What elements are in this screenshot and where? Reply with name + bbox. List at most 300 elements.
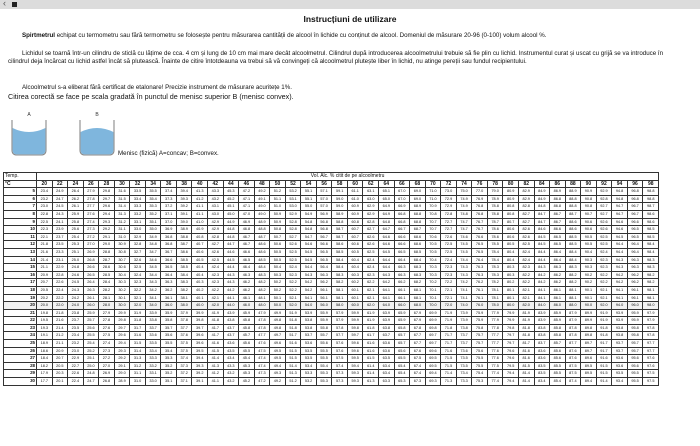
table-cell: 25.7 <box>83 317 99 325</box>
column-header: 36 <box>161 180 177 188</box>
table-cell: 34.9 <box>145 233 161 241</box>
table-cell: 84.7 <box>534 218 550 226</box>
table-cell: 80.1 <box>503 286 519 294</box>
table-cell: 36.8 <box>161 233 177 241</box>
table-cell: 85.5 <box>550 370 566 378</box>
table-cell: 27.0 <box>83 241 99 249</box>
table-cell: 70.9 <box>425 203 441 211</box>
table-cell: 76.5 <box>472 241 488 249</box>
table-cell: 79.0 <box>487 188 503 196</box>
table-cell: 92.1 <box>596 294 612 302</box>
table-cell: 48.7 <box>254 233 270 241</box>
table-cell: 44.3 <box>223 271 239 279</box>
table-cell: 84.8 <box>534 203 550 211</box>
table-cell: 53.8 <box>301 317 317 325</box>
row-temp: 8 <box>4 210 37 218</box>
table-cell: 59.0 <box>332 203 348 211</box>
table-cell: 76.4 <box>472 256 488 264</box>
table-cell: 40.3 <box>192 279 208 287</box>
table-cell: 41.9 <box>208 309 224 317</box>
table-cell: 91.8 <box>596 332 612 340</box>
table-cell: 56.6 <box>316 241 332 249</box>
table-cell: 21.8 <box>52 309 68 317</box>
table-cell: 57.3 <box>332 370 348 378</box>
table-row <box>4 324 659 332</box>
table-cell: 88.3 <box>565 264 581 272</box>
table-cell: 88.8 <box>565 195 581 203</box>
table-cell: 89.9 <box>581 317 597 325</box>
table-cell: 60.5 <box>347 248 363 256</box>
table-cell: 82.2 <box>518 271 534 279</box>
table-cell: 61.4 <box>363 362 379 370</box>
table-cell: 25.8 <box>68 218 84 226</box>
table-cell: 91.7 <box>596 340 612 348</box>
table-cell: 31.2 <box>130 362 146 370</box>
table-cell: 83.4 <box>534 378 550 386</box>
table-cell: 94.8 <box>612 195 628 203</box>
table-cell: 29.7 <box>99 195 115 203</box>
table-cell: 81.9 <box>518 317 534 325</box>
table-cell: 35.9 <box>161 309 177 317</box>
table-cell: 65.4 <box>394 362 410 370</box>
table-cell: 25.4 <box>83 340 99 348</box>
table-cell: 18.6 <box>37 347 53 355</box>
table-cell: 84.7 <box>534 210 550 218</box>
table-cell: 86.5 <box>550 233 566 241</box>
table-cell: 53.5 <box>301 355 317 363</box>
column-header: 70 <box>425 180 441 188</box>
table-cell: 47.8 <box>254 317 270 325</box>
table-cell: 45.7 <box>239 332 255 340</box>
table-cell: 67.7 <box>410 340 426 348</box>
table-header-row <box>4 173 659 181</box>
table-cell: 50.4 <box>270 264 286 272</box>
column-header: 40 <box>192 180 208 188</box>
table-cell: 96.0 <box>627 302 643 310</box>
table-cell: 41.8 <box>208 317 224 325</box>
table-cell: 80.8 <box>503 210 519 218</box>
table-cell: 36.7 <box>161 248 177 256</box>
table-cell: 43.2 <box>223 370 239 378</box>
table-cell: 37.5 <box>176 340 192 348</box>
column-header: 52 <box>285 180 301 188</box>
table-cell: 26.8 <box>99 378 115 386</box>
table-cell: 91.8 <box>596 324 612 332</box>
table-cell: 98.6 <box>643 210 659 218</box>
table-cell: 86.8 <box>550 195 566 203</box>
table-cell: 60.9 <box>347 203 363 211</box>
table-cell: 76.1 <box>472 286 488 294</box>
table-cell: 87.5 <box>565 370 581 378</box>
table-cell: 39.1 <box>176 210 192 218</box>
table-cell: 86.2 <box>550 271 566 279</box>
table-cell: 63.4 <box>379 362 395 370</box>
table-cell: 95.9 <box>627 309 643 317</box>
table-row <box>4 218 659 226</box>
table-cell: 69.9 <box>425 309 441 317</box>
table-cell: 42.1 <box>208 294 224 302</box>
table-cell: 79.4 <box>503 370 519 378</box>
table-cell: 44.6 <box>223 248 239 256</box>
table-cell: 66.2 <box>394 279 410 287</box>
table-cell: 94.8 <box>612 188 628 196</box>
table-cell: 76.5 <box>472 248 488 256</box>
table-cell: 49.4 <box>270 362 286 370</box>
product-name: Spirtmetrul <box>22 32 56 39</box>
table-cell: 70.8 <box>425 210 441 218</box>
chevron-left-icon[interactable]: ‹ <box>3 0 6 8</box>
table-cell: 45.3 <box>223 188 239 196</box>
table-cell: 62.2 <box>363 279 379 287</box>
table-cell: 74.5 <box>456 248 472 256</box>
window-top-bar <box>0 0 700 9</box>
table-cell: 78.5 <box>487 241 503 249</box>
column-header: 56 <box>316 180 332 188</box>
table-cell: 28.9 <box>114 378 130 386</box>
table-cell: 43.4 <box>223 355 239 363</box>
table-row <box>4 233 659 241</box>
table-cell: 58.4 <box>332 256 348 264</box>
table-cell: 76.8 <box>472 210 488 218</box>
table-cell: 90.3 <box>581 256 597 264</box>
table-cell: 88.1 <box>565 286 581 294</box>
table-cell: 96.2 <box>627 279 643 287</box>
table-cell: 59.7 <box>347 332 363 340</box>
table-cell: 43.9 <box>223 309 239 317</box>
table-cell: 58.3 <box>332 271 348 279</box>
row-temp: 5 <box>4 188 37 196</box>
vol-header: Vol. Alc. % citit de pe alcoolmetru <box>37 173 659 181</box>
table-cell: 29.3 <box>114 347 130 355</box>
table-cell: 73.7 <box>456 332 472 340</box>
table-cell: 60.1 <box>347 294 363 302</box>
table-cell: 53.2 <box>285 188 301 196</box>
table-cell: 70.1 <box>425 294 441 302</box>
table-cell: 43.7 <box>223 332 239 340</box>
table-cell: 39.2 <box>176 203 192 211</box>
table-cell: 97.7 <box>643 347 659 355</box>
table-cell: 79.8 <box>503 324 519 332</box>
table-cell: 83.5 <box>534 362 550 370</box>
document-icon <box>12 2 17 7</box>
table-cell: 49.2 <box>254 188 270 196</box>
table-cell: 21.4 <box>52 324 68 332</box>
table-cell: 48.6 <box>254 241 270 249</box>
table-cell: 68.1 <box>410 286 426 294</box>
table-cell: 88.8 <box>565 203 581 211</box>
table-cell: 30.8 <box>114 248 130 256</box>
row-temp: 20 <box>4 302 37 310</box>
table-cell: 33.9 <box>145 309 161 317</box>
table-cell: 39.5 <box>192 347 208 355</box>
table-cell: 19.8 <box>37 309 53 317</box>
table-cell: 90.8 <box>581 203 597 211</box>
table-cell: 74.7 <box>456 218 472 226</box>
table-cell: 56.3 <box>316 271 332 279</box>
table-cell: 64.8 <box>379 218 395 226</box>
table-cell: 37.3 <box>161 195 177 203</box>
table-cell: 29.8 <box>99 188 115 196</box>
table-cell: 37.7 <box>176 324 192 332</box>
table-cell: 45.2 <box>223 195 239 203</box>
table-cell: 26.2 <box>68 195 84 203</box>
table-cell: 65.7 <box>394 340 410 348</box>
table-cell: 90.6 <box>581 226 597 234</box>
table-row <box>4 195 659 203</box>
table-cell: 66.0 <box>394 302 410 310</box>
table-cell: 35.4 <box>145 195 161 203</box>
table-cell: 88.5 <box>565 241 581 249</box>
table-cell: 26.8 <box>83 256 99 264</box>
table-cell: 25.9 <box>68 210 84 218</box>
table-cell: 46.4 <box>239 264 255 272</box>
table-cell: 48.9 <box>254 218 270 226</box>
table-cell: 44.8 <box>223 226 239 234</box>
table-cell: 44.0 <box>223 302 239 310</box>
table-cell: 29.3 <box>99 218 115 226</box>
table-cell: 66.7 <box>394 226 410 234</box>
table-cell: 22.0 <box>52 302 68 310</box>
table-cell: 49.9 <box>270 309 286 317</box>
table-cell: 81.4 <box>518 378 534 386</box>
table-cell: 46.5 <box>239 256 255 264</box>
table-cell: 52.9 <box>285 210 301 218</box>
table-cell: 82.1 <box>518 294 534 302</box>
table-cell: 84.0 <box>534 302 550 310</box>
table-cell: 61.5 <box>363 355 379 363</box>
table-cell: 56.5 <box>316 248 332 256</box>
table-cell: 88.1 <box>565 294 581 302</box>
table-cell: 22.1 <box>37 233 53 241</box>
table-cell: 35.5 <box>145 188 161 196</box>
table-cell: 79.9 <box>503 309 519 317</box>
table-cell: 53.9 <box>301 309 317 317</box>
table-cell: 58.7 <box>332 226 348 234</box>
table-cell: 33.4 <box>145 347 161 355</box>
table-cell: 37.4 <box>176 355 192 363</box>
table-cell: 46.1 <box>239 294 255 302</box>
table-cell: 72.3 <box>441 271 457 279</box>
table-cell: 54.9 <box>301 210 317 218</box>
table-cell: 37.0 <box>161 218 177 226</box>
table-cell: 62.1 <box>363 294 379 302</box>
table-cell: 55.9 <box>316 317 332 325</box>
table-cell: 33.3 <box>130 203 146 211</box>
table-cell: 59.8 <box>347 324 363 332</box>
table-cell: 69.0 <box>410 188 426 196</box>
table-cell: 22.8 <box>37 210 53 218</box>
column-header: 24 <box>68 180 84 188</box>
table-cell: 77.4 <box>487 378 503 386</box>
table-cell: 97.9 <box>643 309 659 317</box>
table-cell: 72.5 <box>441 241 457 249</box>
table-cell: 69.3 <box>425 378 441 386</box>
table-cell: 24.9 <box>52 188 68 196</box>
table-cell: 68.5 <box>410 248 426 256</box>
table-cell: 34.7 <box>145 248 161 256</box>
table-cell: 72.9 <box>441 203 457 211</box>
table-cell: 82.7 <box>518 218 534 226</box>
table-cell: 98.8 <box>643 195 659 203</box>
table-cell: 27.2 <box>83 233 99 241</box>
table-cell: 94.7 <box>612 203 628 211</box>
table-cell: 38.7 <box>176 241 192 249</box>
table-cell: 78.0 <box>487 302 503 310</box>
table-cell: 50.8 <box>270 226 286 234</box>
table-cell: 60.1 <box>347 286 363 294</box>
table-cell: 84.6 <box>534 226 550 234</box>
table-cell: 33.7 <box>145 324 161 332</box>
table-cell: 83.8 <box>534 332 550 340</box>
table-cell: 96.3 <box>627 264 643 272</box>
table-cell: 92.3 <box>596 256 612 264</box>
row-temp: 18 <box>4 286 37 294</box>
table-cell: 34.5 <box>145 264 161 272</box>
table-cell: 67.0 <box>394 188 410 196</box>
table-cell: 37.1 <box>176 378 192 386</box>
table-cell: 49.5 <box>270 347 286 355</box>
table-cell: 23.1 <box>52 256 68 264</box>
table-cell: 32.4 <box>130 271 146 279</box>
table-row <box>4 302 659 310</box>
table-cell: 80.6 <box>503 226 519 234</box>
table-cell: 93.9 <box>612 317 628 325</box>
table-cell: 87.4 <box>565 378 581 386</box>
correction-table <box>3 172 659 386</box>
table-cell: 23.4 <box>37 188 53 196</box>
table-cell: 65.9 <box>394 309 410 317</box>
table-cell: 74.9 <box>456 203 472 211</box>
table-cell: 90.1 <box>581 294 597 302</box>
table-cell: 41.4 <box>208 355 224 363</box>
table-cell: 63.5 <box>379 355 395 363</box>
table-cell: 24.8 <box>83 370 99 378</box>
table-cell: 86.1 <box>550 286 566 294</box>
table-cell: 63.6 <box>379 347 395 355</box>
table-cell: 31.1 <box>130 370 146 378</box>
table-cell: 27.6 <box>83 210 99 218</box>
table-cell: 35.3 <box>145 203 161 211</box>
table-cell: 25.5 <box>83 332 99 340</box>
table-cell: 72.4 <box>441 256 457 264</box>
table-row <box>4 332 659 340</box>
column-header-row <box>4 180 659 188</box>
table-cell: 80.4 <box>503 248 519 256</box>
table-cell: 80.9 <box>503 188 519 196</box>
table-cell: 66.8 <box>394 218 410 226</box>
table-cell: 25.9 <box>83 309 99 317</box>
table-cell: 88.0 <box>565 302 581 310</box>
table-cell: 42.9 <box>208 218 224 226</box>
table-cell: 98.7 <box>643 203 659 211</box>
table-cell: 22.4 <box>52 286 68 294</box>
table-cell: 40.2 <box>192 286 208 294</box>
table-cell: 78.6 <box>487 233 503 241</box>
table-cell: 24.6 <box>68 271 84 279</box>
table-cell: 61.9 <box>363 309 379 317</box>
table-cell: 31.6 <box>114 188 130 196</box>
table-cell: 66.4 <box>394 256 410 264</box>
table-cell: 20.5 <box>52 362 68 370</box>
table-cell: 76.1 <box>472 294 488 302</box>
row-temp: 24 <box>4 332 37 340</box>
table-cell: 57.0 <box>316 195 332 203</box>
table-cell: 47.0 <box>239 210 255 218</box>
table-cell: 44.8 <box>223 233 239 241</box>
table-cell: 94.3 <box>612 264 628 272</box>
paragraph-reading: Citirea corectă se face pe scala gradată în punctul de menisc superior B (menisc convex). <box>8 92 294 101</box>
table-cell: 41.7 <box>208 324 224 332</box>
table-cell: 48.1 <box>254 294 270 302</box>
table-row <box>4 248 659 256</box>
table-cell: 82.1 <box>518 286 534 294</box>
table-cell: 87.8 <box>565 324 581 332</box>
table-cell: 86.5 <box>550 241 566 249</box>
table-cell: 42.7 <box>208 241 224 249</box>
table-cell: 25.0 <box>83 362 99 370</box>
table-cell: 86.7 <box>550 218 566 226</box>
table-cell: 49.0 <box>254 210 270 218</box>
table-cell: 79.9 <box>503 317 519 325</box>
table-cell: 42.2 <box>208 286 224 294</box>
table-cell: 74.4 <box>456 256 472 264</box>
table-cell: 66.6 <box>394 241 410 249</box>
table-cell: 47.6 <box>254 340 270 348</box>
table-cell: 28.4 <box>99 279 115 287</box>
table-cell: 91.9 <box>596 317 612 325</box>
table-cell: 17.9 <box>37 370 53 378</box>
table-cell: 36.0 <box>161 302 177 310</box>
table-cell: 59.3 <box>347 370 363 378</box>
table-cell: 30.0 <box>114 302 130 310</box>
table-cell: 82.9 <box>518 195 534 203</box>
table-cell: 29.1 <box>114 362 130 370</box>
table-cell: 19.5 <box>37 317 53 325</box>
table-cell: 67.4 <box>410 370 426 378</box>
table-cell: 39.9 <box>192 309 208 317</box>
table-cell: 52.4 <box>285 264 301 272</box>
table-cell: 47.1 <box>239 195 255 203</box>
table-cell: 36.1 <box>161 294 177 302</box>
table-cell: 62.1 <box>363 286 379 294</box>
table-cell: 81.8 <box>518 324 534 332</box>
table-cell: 42.6 <box>208 248 224 256</box>
table-cell: 65.3 <box>394 378 410 386</box>
table-cell: 20.1 <box>52 378 68 386</box>
column-header: 32 <box>130 180 146 188</box>
table-cell: 29.2 <box>99 226 115 234</box>
table-cell: 75.3 <box>472 378 488 386</box>
table-row <box>4 370 659 378</box>
table-cell: 52.1 <box>285 294 301 302</box>
table-cell: 68.6 <box>410 233 426 241</box>
table-cell: 61.9 <box>363 317 379 325</box>
table-cell: 24.7 <box>52 195 68 203</box>
table-cell: 51.1 <box>270 195 286 203</box>
table-cell: 78.1 <box>487 294 503 302</box>
table-cell: 73.5 <box>456 355 472 363</box>
table-cell: 94.2 <box>612 279 628 287</box>
table-cell: 50.6 <box>270 241 286 249</box>
table-cell: 90.7 <box>581 210 597 218</box>
table-cell: 58.7 <box>332 233 348 241</box>
table-cell: 92.5 <box>596 233 612 241</box>
table-cell: 60.8 <box>347 218 363 226</box>
table-cell: 91.5 <box>596 362 612 370</box>
table-cell: 36.9 <box>161 226 177 234</box>
table-cell: 28.2 <box>99 286 115 294</box>
table-cell: 41.2 <box>208 370 224 378</box>
